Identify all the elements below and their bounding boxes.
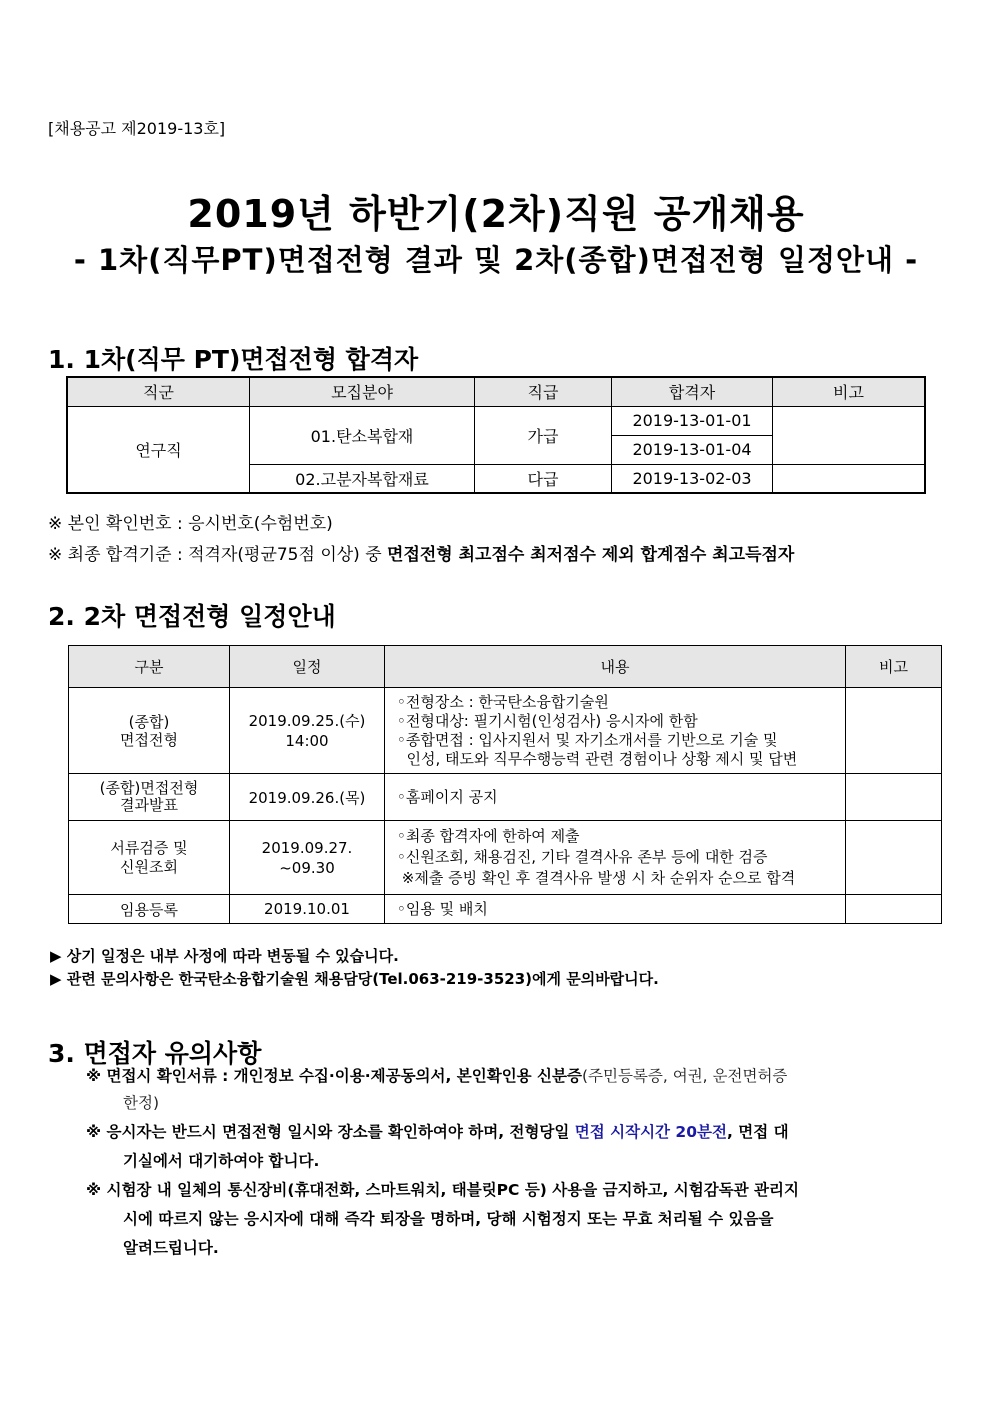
table-row	[67, 406, 925, 435]
arrival-text: ※ 응시자는 반드시 면접전형 일시와 장소를 확인하여야 하며, 전형당일	[86, 1123, 575, 1141]
col-header: 비고	[773, 377, 926, 406]
note-cell	[773, 406, 926, 464]
content-cell	[385, 774, 846, 821]
table-row	[69, 821, 942, 895]
schedule-cell: 2019.10.01	[230, 895, 385, 924]
inquiry-note: ▶ 관련 문의사항은 한국탄소융합기술원 채용담당(Tel.063-219-3523)에게 문의바랍니다.	[50, 970, 659, 988]
passer-cell: 2019-13-02-03	[612, 464, 773, 493]
table-header-row	[67, 377, 925, 406]
table-row	[69, 895, 942, 924]
arrival-cont: 기실에서 대기하여야 합니다.	[123, 1152, 320, 1170]
category-cell: 서류검증 및 신원조회	[69, 821, 230, 895]
devices-line1: ※ 시험장 내 일체의 통신장비(휴대전화, 스마트워치, 태블릿PC 등) 사용을 금지하고, 시험감독관 관리지	[86, 1181, 799, 1199]
content-line: ◦신원조회, 채용검진, 기타 결격사유 존부 등에 대한 검증	[397, 848, 768, 866]
job-group-cell: 연구직	[67, 406, 250, 493]
col-header: 모집분야	[250, 377, 475, 406]
schedule-cell: 2019.09.27. ~09.30	[230, 821, 385, 895]
passers-table	[66, 376, 926, 494]
section3-heading: 3. 면접자 유의사항	[48, 1039, 262, 1068]
content-cell	[385, 895, 846, 924]
passer-cell: 2019-13-01-01	[612, 406, 773, 435]
content-cell	[385, 821, 846, 895]
devices-line2: 시에 따르지 않는 응시자에 대해 즉각 퇴장을 명하며, 당해 시험정지 또는 무효 처리될 수 있음을	[123, 1210, 774, 1228]
passer-cell: 2019-13-01-04	[612, 435, 773, 464]
table-row	[69, 774, 942, 821]
col-header: 합격자	[612, 377, 773, 406]
content-line: ◦최종 합격자에 한하여 제출	[397, 827, 580, 845]
notice-number: [채용공고 제2019-13호]	[48, 119, 226, 138]
schedule-cell: 2019.09.25.(수) 14:00	[230, 688, 385, 774]
category-cell: 임용등록	[69, 895, 230, 924]
note-cell	[846, 774, 942, 821]
note-item-arrival	[86, 1118, 944, 1176]
content-line: 인성, 태도와 직무수행능력 관련 경험이나 상황 제시 및 답변	[397, 749, 798, 768]
field-cell: 02.고분자복합재료	[250, 464, 475, 493]
content-line: ※제출 증빙 확인 후 결격사유 발생 시 차 순위자 순으로 합격	[397, 869, 796, 887]
id-note: ※ 본인 확인번호 : 응시번호(수험번호)	[48, 514, 333, 534]
col-header: 일정	[230, 646, 385, 688]
section2-heading: 2. 2차 면접전형 일정안내	[48, 602, 336, 631]
content-line: ◦임용 및 배치	[397, 899, 488, 918]
col-header: 구분	[69, 646, 230, 688]
schedule-table	[68, 645, 942, 924]
note-cell	[846, 821, 942, 895]
field-cell: 01.탄소복합재	[250, 406, 475, 464]
schedule-cell: 2019.09.26.(목)	[230, 774, 385, 821]
content-cell	[385, 688, 846, 774]
col-header: 직군	[67, 377, 250, 406]
note-cell	[773, 464, 926, 493]
content-line: ◦종합면접 : 입사지원서 및 자기소개서를 기반으로 기술 및	[397, 730, 778, 749]
criteria-bold: 면접전형 최고점수 최저점수 제외 합계점수 최고득점자	[387, 545, 795, 565]
schedule-change-note: ▶ 상기 일정은 내부 사정에 따라 변동될 수 있습니다.	[50, 947, 399, 965]
documents-cont: 한정)	[123, 1094, 159, 1112]
grade-cell: 가급	[475, 406, 612, 464]
col-header: 내용	[385, 646, 846, 688]
arrival-highlight: 면접 시작시간 20분전	[574, 1123, 727, 1141]
col-header: 비고	[846, 646, 942, 688]
table-row	[69, 688, 942, 774]
grade-cell: 다급	[475, 464, 612, 493]
content-line: ◦전형대상: 필기시험(인성검사) 응시자에 한함	[397, 711, 698, 730]
criteria-note	[48, 540, 794, 565]
content-line: ◦홈페이지 공지	[397, 787, 498, 806]
arrival-text-end: , 면접 대	[726, 1123, 789, 1141]
note-cell	[846, 895, 942, 924]
criteria-prefix: ※ 최종 합격기준 : 적격자(평균75점 이상) 중	[48, 545, 388, 565]
category-cell: (종합) 면접전형	[69, 688, 230, 774]
note-item-devices	[86, 1176, 944, 1263]
section1-heading: 1. 1차(직무 PT)면접전형 합격자	[48, 345, 419, 374]
page-title: 2019년 하반기(2차)직원 공개채용	[187, 192, 805, 236]
table-header-row	[69, 646, 942, 688]
content-line: ◦전형장소 : 한국탄소융합기술원	[397, 692, 609, 711]
col-header: 직급	[475, 377, 612, 406]
devices-line3: 알려드립니다.	[123, 1239, 219, 1257]
interviewer-notes	[86, 1062, 944, 1263]
category-cell: (종합)면접전형 결과발표	[69, 774, 230, 821]
documents-light: (주민등록증, 여권, 운전면허증	[581, 1067, 788, 1085]
note-item-documents	[86, 1062, 944, 1118]
page-subtitle: - 1차(직무PT)면접전형 결과 및 2차(종합)면접전형 일정안내 -	[73, 243, 919, 277]
documents-bold: ※ 면접시 확인서류 : 개인정보 수집·이용·제공동의서, 본인확인용 신분증	[86, 1067, 582, 1085]
note-cell	[846, 688, 942, 774]
